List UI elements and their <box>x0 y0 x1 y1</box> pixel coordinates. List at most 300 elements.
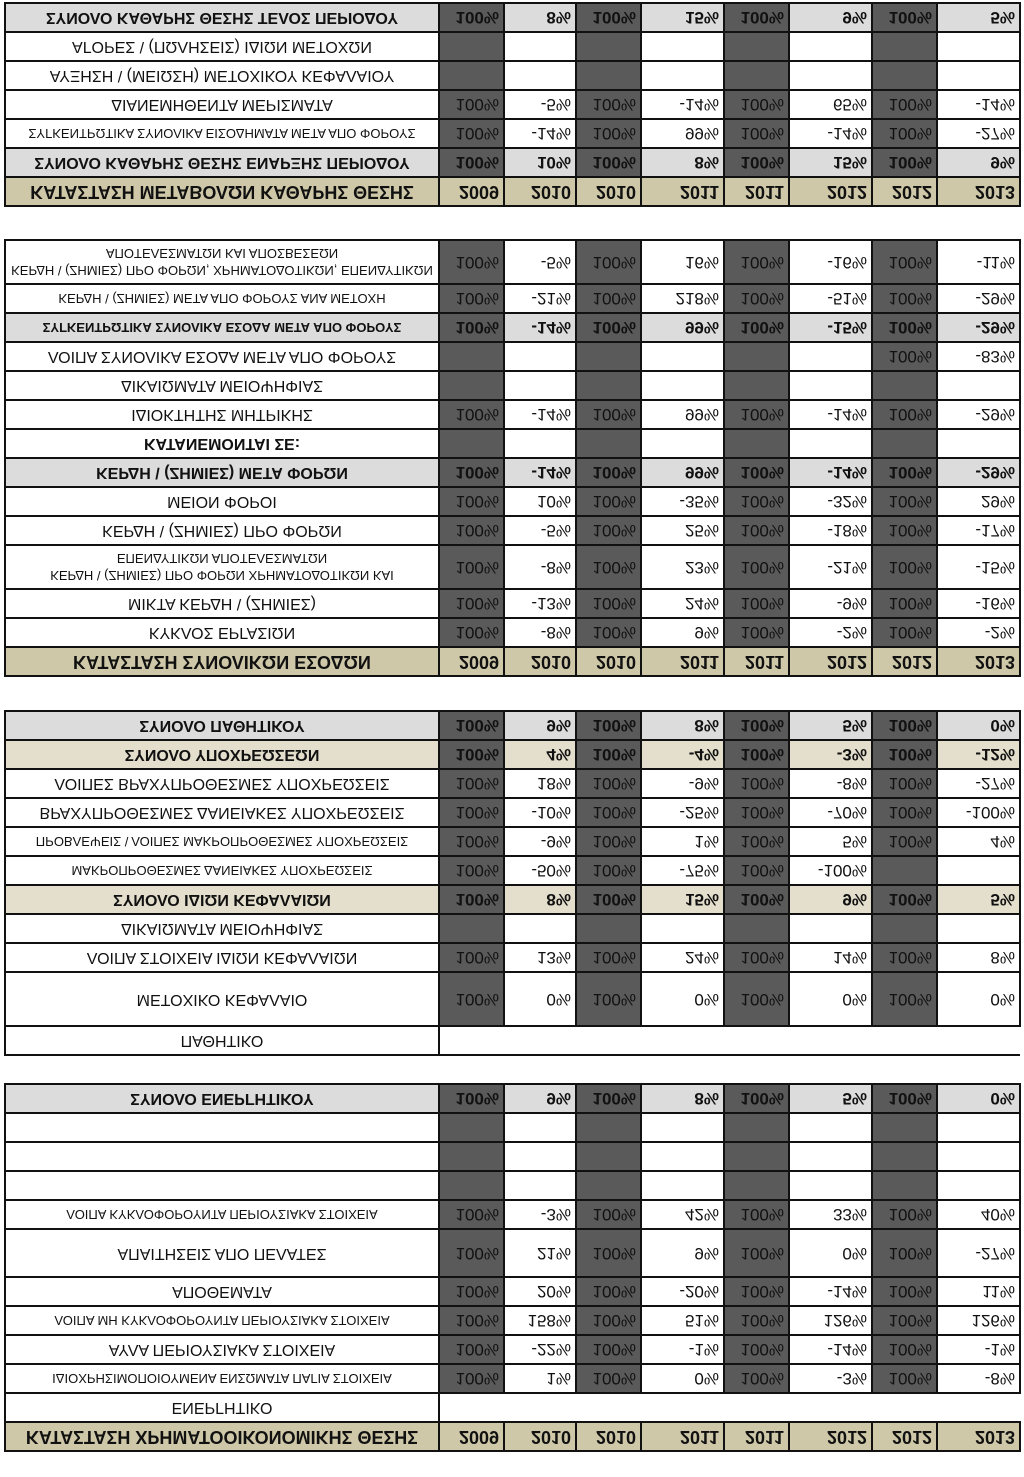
value-cell: 99% <box>641 313 724 342</box>
value-cell: -14% <box>789 119 872 148</box>
value-cell: 2012 <box>872 647 937 676</box>
value-cell: 9% <box>789 3 872 32</box>
value-cell: 51% <box>641 1306 724 1335</box>
value-cell: 100% <box>439 90 504 119</box>
table-row <box>5 589 1020 618</box>
value-cell: 100% <box>872 284 937 313</box>
value-cell: 100% <box>576 1084 641 1113</box>
value-cell: 100% <box>724 400 789 429</box>
value-cell: 2012 <box>789 177 872 206</box>
value-cell: 100% <box>576 3 641 32</box>
value-cell: 100% <box>872 240 937 284</box>
table-row <box>5 1364 1020 1393</box>
value-cell: -14% <box>504 458 576 487</box>
value-cell: 99% <box>641 119 724 148</box>
value-cell: 100% <box>724 284 789 313</box>
row-label: ΛΟΙΠΑ ΚΥΚΛΟΦΟΡΟΥΝΤΑ ΠΕΡΙΟΥΣΙΑΚΑ ΣΤΟΙΧΕΙΑ <box>5 1200 439 1229</box>
equity-table <box>4 2 1021 207</box>
value-cell: 100% <box>439 240 504 284</box>
value-cell: 2010 <box>576 647 641 676</box>
value-cell: 100% <box>576 400 641 429</box>
value-cell: 2011 <box>724 647 789 676</box>
value-cell: -70% <box>789 798 872 827</box>
value-cell: 42% <box>641 1200 724 1229</box>
value-cell <box>724 429 789 458</box>
value-cell <box>439 1142 504 1171</box>
table-row <box>5 32 1020 61</box>
value-cell: 100% <box>724 458 789 487</box>
value-cell: 2009 <box>439 1422 504 1451</box>
value-cell: 2011 <box>641 647 724 676</box>
value-cell: 9% <box>504 1084 576 1113</box>
row-label: ΠΑΘΗΤΙΚΟ <box>5 1026 439 1055</box>
value-cell: 158% <box>504 1306 576 1335</box>
value-cell <box>724 1142 789 1171</box>
value-cell: 218% <box>641 284 724 313</box>
value-cell: 100% <box>576 618 641 647</box>
value-cell: 24% <box>641 589 724 618</box>
value-cell: -14% <box>789 458 872 487</box>
value-cell: -11% <box>937 240 1020 284</box>
value-cell: 100% <box>724 1306 789 1335</box>
value-cell: 0% <box>641 1364 724 1393</box>
empty-area <box>439 1393 1020 1422</box>
value-cell: -17% <box>937 516 1020 545</box>
value-cell: -100% <box>789 856 872 885</box>
row-label: ΣΥΝΟΛΟ ΠΑΘΗΤΙΚΟΥ <box>5 711 439 740</box>
value-cell: 100% <box>576 1277 641 1306</box>
value-cell: 99% <box>641 400 724 429</box>
value-cell <box>937 1113 1020 1142</box>
value-cell: 100% <box>724 148 789 177</box>
value-cell: 100% <box>872 943 937 972</box>
value-cell <box>789 1113 872 1142</box>
value-cell: -29% <box>937 284 1020 313</box>
value-cell: -5% <box>504 516 576 545</box>
value-cell: 2010 <box>504 177 576 206</box>
value-cell: -20% <box>641 1277 724 1306</box>
row-label: ΚΑΤΑΣΤΑΣΗ ΜΕΤΑΒΟΛΩΝ ΚΑΘΑΡΗΣ ΘΕΣΗΣ <box>5 177 439 206</box>
value-cell: -16% <box>789 240 872 284</box>
value-cell: 100% <box>576 240 641 284</box>
value-cell <box>576 61 641 90</box>
row-label: ΕΝΕΡΓΗΤΙΚΟ <box>5 1393 439 1422</box>
table-row <box>5 545 1020 589</box>
value-cell: 100% <box>724 313 789 342</box>
value-cell <box>641 371 724 400</box>
value-cell <box>576 342 641 371</box>
value-cell: -14% <box>789 400 872 429</box>
value-cell: -83% <box>937 342 1020 371</box>
row-label <box>5 1142 439 1171</box>
value-cell: -32% <box>789 487 872 516</box>
value-cell: 2010 <box>576 1422 641 1451</box>
value-cell <box>789 914 872 943</box>
value-cell: -27% <box>937 1229 1020 1277</box>
value-cell: 100% <box>439 1364 504 1393</box>
value-cell: -29% <box>937 400 1020 429</box>
value-cell: 100% <box>439 313 504 342</box>
value-cell: 100% <box>576 284 641 313</box>
value-cell: 0% <box>937 1084 1020 1113</box>
value-cell: -21% <box>504 284 576 313</box>
value-cell: 23% <box>641 545 724 589</box>
row-label: ΚΕΡΔΗ \ (ΖΗΜΙΕΣ) ΠΡΟ ΦΟΡΩΝ, ΧΡΗΜΑΤΟΔΟΤΙΚΩΝ, ΕΠΕΝΔΥΤΙΚΩΝ ΑΠΟΤΕΛΕΣΜΑΤΩΝ ΚΑΙ ΑΠΟΣΒΕΣΕΩΝ <box>5 240 439 284</box>
value-cell: 100% <box>439 827 504 856</box>
value-cell: 100% <box>439 545 504 589</box>
value-cell: 100% <box>576 1335 641 1364</box>
value-cell: -14% <box>789 1277 872 1306</box>
value-cell <box>504 1113 576 1142</box>
table-row <box>5 647 1020 676</box>
row-label: ΚΕΡΔΗ \ (ΖΗΜΙΕΣ) ΜΕΤΑ ΦΟΡΩΝ <box>5 458 439 487</box>
value-cell: -15% <box>937 545 1020 589</box>
value-cell: 100% <box>724 1277 789 1306</box>
value-cell: 21% <box>504 1229 576 1277</box>
value-cell: 65% <box>789 90 872 119</box>
value-cell: 100% <box>439 943 504 972</box>
table-row <box>5 429 1020 458</box>
value-cell <box>439 914 504 943</box>
value-cell <box>789 429 872 458</box>
value-cell <box>576 1171 641 1200</box>
value-cell: -16% <box>937 589 1020 618</box>
value-cell: -1% <box>937 1335 1020 1364</box>
value-cell: 100% <box>872 589 937 618</box>
row-label: ΑΠΟΘΕΜΑΤΑ <box>5 1277 439 1306</box>
row-label: ΠΡΟΒΛΕΨΕΙΣ \ ΛΟΙΠΕΣ ΜΑΚΡΟΠΡΟΘΕΣΜΕΣ ΥΠΟΧΡΕΩΣΕΙΣ <box>5 827 439 856</box>
value-cell <box>504 371 576 400</box>
value-cell <box>576 429 641 458</box>
value-cell: 2011 <box>724 1422 789 1451</box>
value-cell: 14% <box>789 943 872 972</box>
value-cell: 100% <box>724 856 789 885</box>
value-cell: 100% <box>872 313 937 342</box>
value-cell: -1% <box>641 1335 724 1364</box>
value-cell: 100% <box>724 545 789 589</box>
value-cell: -14% <box>789 1335 872 1364</box>
value-cell: 100% <box>872 740 937 769</box>
value-cell <box>641 342 724 371</box>
value-cell: 0% <box>789 972 872 1026</box>
row-label: ΚΥΚΛΟΣ ΕΡΓΑΣΙΩΝ <box>5 618 439 647</box>
table-row <box>5 1142 1020 1171</box>
value-cell <box>789 61 872 90</box>
value-cell: 2013 <box>937 1422 1020 1451</box>
value-cell: 8% <box>504 3 576 32</box>
value-cell <box>504 61 576 90</box>
value-cell <box>641 1142 724 1171</box>
value-cell: 100% <box>439 589 504 618</box>
row-label: ΑΥΛΑ ΠΕΡΙΟΥΣΙΑΚΑ ΣΤΟΙΧΕΙΑ <box>5 1335 439 1364</box>
value-cell: 100% <box>872 90 937 119</box>
table-row <box>5 371 1020 400</box>
value-cell: 2013 <box>937 647 1020 676</box>
value-cell <box>724 342 789 371</box>
value-cell <box>724 1113 789 1142</box>
value-cell <box>641 914 724 943</box>
row-label: ΙΔΙΟΧΡΗΣΙΜΟΠΟΙΟΥΜΕΝΑ ΕΝΣΩΜΑΤΑ ΠΑΓΙΑ ΣΤΟΙΧΕΙΑ <box>5 1364 439 1393</box>
table-row <box>5 972 1020 1026</box>
value-cell: -8% <box>504 545 576 589</box>
value-cell: 100% <box>439 1277 504 1306</box>
value-cell <box>504 429 576 458</box>
value-cell: 100% <box>724 943 789 972</box>
value-cell: 9% <box>937 148 1020 177</box>
value-cell: 100% <box>576 740 641 769</box>
value-cell: 100% <box>872 972 937 1026</box>
table-row <box>5 240 1020 284</box>
value-cell <box>439 429 504 458</box>
row-label: ΑΓΟΡΕΣ \ (ΠΩΛΗΣΕΙΣ) ΙΔΙΩΝ ΜΕΤΟΧΩΝ <box>5 32 439 61</box>
value-cell <box>789 32 872 61</box>
row-label: ΜΙΚΤΑ ΚΕΡΔΗ \ (ΖΗΜΙΕΣ) <box>5 589 439 618</box>
value-cell: 33% <box>789 1200 872 1229</box>
value-cell <box>872 32 937 61</box>
value-cell: 100% <box>724 3 789 32</box>
value-cell: 100% <box>439 885 504 914</box>
value-cell: 100% <box>872 1364 937 1393</box>
table-row <box>5 1084 1020 1113</box>
table-row <box>5 61 1020 90</box>
value-cell: 2011 <box>724 177 789 206</box>
value-cell: 2011 <box>641 177 724 206</box>
row-label: ΣΥΝΟΛΟ ΥΠΟΧΡΕΩΣΕΩΝ <box>5 740 439 769</box>
table-row <box>5 618 1020 647</box>
value-cell: 100% <box>439 516 504 545</box>
value-cell: 100% <box>439 972 504 1026</box>
row-label: ΛΟΙΠΑ ΜΗ ΚΥΚΛΟΦΟΡΟΥΝΤΑ ΠΕΡΙΟΥΣΙΑΚΑ ΣΤΟΙΧΕΙΑ <box>5 1306 439 1335</box>
value-cell: -50% <box>504 856 576 885</box>
value-cell: 25% <box>641 516 724 545</box>
value-cell: -9% <box>641 769 724 798</box>
table-row <box>5 1306 1020 1335</box>
value-cell: 100% <box>576 972 641 1026</box>
value-cell: -9% <box>789 589 872 618</box>
row-label: ΣΥΝΟΛΟ ΚΑΘΑΡΗΣ ΘΕΣΗΣ ΤΕΛΟΣ ΠΕΡΙΟΔΟΥ <box>5 3 439 32</box>
value-cell <box>641 32 724 61</box>
value-cell: 100% <box>576 545 641 589</box>
value-cell: 100% <box>724 827 789 856</box>
value-cell: 13% <box>504 943 576 972</box>
value-cell: 5% <box>789 827 872 856</box>
row-label <box>5 1113 439 1142</box>
table-row <box>5 827 1020 856</box>
value-cell: 2012 <box>789 647 872 676</box>
value-cell: 100% <box>724 769 789 798</box>
value-cell: 100% <box>439 3 504 32</box>
value-cell: 8% <box>504 885 576 914</box>
row-label: ΑΥΞΗΣΗ \ (ΜΕΙΩΣΗ) ΜΕΤΟΧΙΚΟΥ ΚΕΦΑΛΑΙΟΥ <box>5 61 439 90</box>
table-row <box>5 1200 1020 1229</box>
value-cell: 99% <box>641 458 724 487</box>
value-cell: -22% <box>504 1335 576 1364</box>
value-cell <box>872 371 937 400</box>
value-cell <box>439 1113 504 1142</box>
row-label: ΚΑΤΑΣΤΑΣΗ ΧΡΗΜΑΤΟΟΙΚΟΝΟΜΙΚΗΣ ΘΕΣΗΣ <box>5 1422 439 1451</box>
value-cell: 100% <box>724 1364 789 1393</box>
value-cell: -3% <box>504 1200 576 1229</box>
value-cell <box>872 1142 937 1171</box>
value-cell: 2013 <box>937 177 1020 206</box>
value-cell <box>937 1171 1020 1200</box>
value-cell: 100% <box>872 400 937 429</box>
value-cell: -2% <box>789 618 872 647</box>
value-cell: 0% <box>504 972 576 1026</box>
row-label: ΣΥΓΚΕΝΤΡΩΤΙΚΑ ΣΥΝΟΛΙΚΑ ΕΙΣΟΔΗΜΑΤΑ ΜΕΤΑ ΑΠΟ ΦΟΡΟΥΣ <box>5 119 439 148</box>
value-cell <box>641 1113 724 1142</box>
value-cell: 9% <box>504 711 576 740</box>
value-cell: 4% <box>504 740 576 769</box>
value-cell: 8% <box>937 943 1020 972</box>
value-cell: 100% <box>872 1084 937 1113</box>
value-cell: 100% <box>439 284 504 313</box>
value-cell: 100% <box>439 798 504 827</box>
value-cell <box>872 914 937 943</box>
value-cell <box>576 32 641 61</box>
table-row <box>5 516 1020 545</box>
value-cell: 100% <box>872 342 937 371</box>
value-cell: -14% <box>504 313 576 342</box>
value-cell: 18% <box>504 769 576 798</box>
value-cell: 100% <box>576 856 641 885</box>
value-cell: 100% <box>724 972 789 1026</box>
value-cell <box>439 371 504 400</box>
value-cell: 10% <box>504 487 576 516</box>
value-cell <box>872 429 937 458</box>
value-cell <box>872 1171 937 1200</box>
value-cell <box>439 1171 504 1200</box>
value-cell: 100% <box>872 885 937 914</box>
table-row <box>5 856 1020 885</box>
value-cell: 100% <box>576 827 641 856</box>
value-cell <box>576 371 641 400</box>
table-row <box>5 1229 1020 1277</box>
value-cell: 100% <box>724 90 789 119</box>
value-cell: 100% <box>439 400 504 429</box>
value-cell: 100% <box>439 1229 504 1277</box>
value-cell: 100% <box>576 1200 641 1229</box>
value-cell: 100% <box>439 618 504 647</box>
row-label: ΜΑΚΡΟΠΡΟΘΕΣΜΕΣ ΔΑΝΕΙΑΚΕΣ ΥΠΟΧΡΕΩΣΕΙΣ <box>5 856 439 885</box>
value-cell: -14% <box>641 90 724 119</box>
value-cell: -14% <box>504 119 576 148</box>
row-label: ΚΑΤΑΝΕΜΟΝΤΑΙ ΣΕ: <box>5 429 439 458</box>
value-cell <box>724 1171 789 1200</box>
value-cell: 126% <box>789 1306 872 1335</box>
value-cell: 100% <box>872 458 937 487</box>
value-cell <box>724 371 789 400</box>
row-label: ΒΡΑΧΥΠΡΟΘΕΣΜΕΣ ΔΑΝΕΙΑΚΕΣ ΥΠΟΧΡΕΩΣΕΙΣ <box>5 798 439 827</box>
value-cell <box>504 1142 576 1171</box>
value-cell: 100% <box>576 711 641 740</box>
value-cell: 100% <box>439 856 504 885</box>
value-cell: -8% <box>504 618 576 647</box>
value-cell: 8% <box>641 711 724 740</box>
value-cell: 20% <box>504 1277 576 1306</box>
table-row <box>5 177 1020 206</box>
value-cell: 1% <box>504 1364 576 1393</box>
value-cell: 100% <box>439 769 504 798</box>
table-row <box>5 119 1020 148</box>
value-cell: 100% <box>724 1229 789 1277</box>
table-row <box>5 1113 1020 1142</box>
table-row <box>5 914 1020 943</box>
value-cell: 100% <box>576 1229 641 1277</box>
value-cell: 100% <box>439 487 504 516</box>
value-cell: 2009 <box>439 647 504 676</box>
value-cell: 100% <box>439 740 504 769</box>
value-cell: 2009 <box>439 177 504 206</box>
value-cell <box>937 914 1020 943</box>
row-label: ΣΥΝΟΛΟ ΚΑΘΑΡΗΣ ΘΕΣΗΣ ΕΝΑΡΞΗΣ ΠΕΡΙΟΔΟΥ <box>5 148 439 177</box>
value-cell: 100% <box>439 148 504 177</box>
value-cell: 100% <box>872 798 937 827</box>
table-row <box>5 284 1020 313</box>
table-row <box>5 487 1020 516</box>
value-cell: -4% <box>641 740 724 769</box>
row-label: ΚΕΡΔΗ \ (ΖΗΜΙΕΣ) ΜΕΤΑ ΑΠΟ ΦΟΡΟΥΣ ΑΝΑ ΜΕΤΟΧΗ <box>5 284 439 313</box>
value-cell: 100% <box>576 487 641 516</box>
value-cell <box>641 61 724 90</box>
row-label: ΔΙΚΑΙΩΜΑΤΑ ΜΕΙΟΨΗΦΙΑΣ <box>5 371 439 400</box>
value-cell: 100% <box>439 119 504 148</box>
value-cell: -5% <box>504 90 576 119</box>
value-cell <box>576 1142 641 1171</box>
value-cell <box>504 32 576 61</box>
value-cell: 100% <box>872 3 937 32</box>
empty-area <box>439 1026 1020 1055</box>
table-row <box>5 1026 1020 1055</box>
table-row <box>5 1055 1020 1084</box>
value-cell: 100% <box>724 740 789 769</box>
value-cell: 100% <box>724 1335 789 1364</box>
value-cell: 100% <box>439 458 504 487</box>
income-table <box>4 239 1021 677</box>
table-row <box>5 148 1020 177</box>
value-cell <box>576 1113 641 1142</box>
value-cell: 100% <box>724 798 789 827</box>
row-label: ΚΑΤΑΣΤΑΣΗ ΣΥΝΟΛΙΚΩΝ ΕΣΟΔΩΝ <box>5 647 439 676</box>
value-cell: 100% <box>872 827 937 856</box>
value-cell: 100% <box>724 711 789 740</box>
table-row <box>5 885 1020 914</box>
value-cell: 0% <box>937 711 1020 740</box>
value-cell: 1% <box>641 827 724 856</box>
row-label: ΚΕΡΔΗ \ (ΖΗΜΙΕΣ) ΠΡΟ ΦΟΡΩΝ <box>5 516 439 545</box>
value-cell: 100% <box>872 119 937 148</box>
value-cell: 100% <box>872 618 937 647</box>
value-cell: 5% <box>937 885 1020 914</box>
value-cell: 5% <box>937 3 1020 32</box>
row-label: ΣΥΝΟΛΟ ΙΔΙΩΝ ΚΕΦΑΛΑΙΩΝ <box>5 885 439 914</box>
value-cell: 100% <box>872 545 937 589</box>
table-row <box>5 3 1020 32</box>
value-cell: 100% <box>872 711 937 740</box>
value-cell: -27% <box>937 769 1020 798</box>
value-cell: 29% <box>937 487 1020 516</box>
row-label: ΛΟΙΠΑ ΣΤΟΙΧΕΙΑ ΙΔΙΩΝ ΚΕΦΑΛΑΙΩΝ <box>5 943 439 972</box>
value-cell <box>937 429 1020 458</box>
value-cell <box>789 371 872 400</box>
value-cell: 0% <box>789 1229 872 1277</box>
value-cell: -5% <box>504 240 576 284</box>
value-cell: 100% <box>724 1084 789 1113</box>
value-cell <box>789 342 872 371</box>
row-label: ΔΙΑΝΕΜΗΘΕΝΤΑ ΜΕΡΙΣΜΑΤΑ <box>5 90 439 119</box>
value-cell: -35% <box>641 487 724 516</box>
value-cell: 100% <box>872 487 937 516</box>
